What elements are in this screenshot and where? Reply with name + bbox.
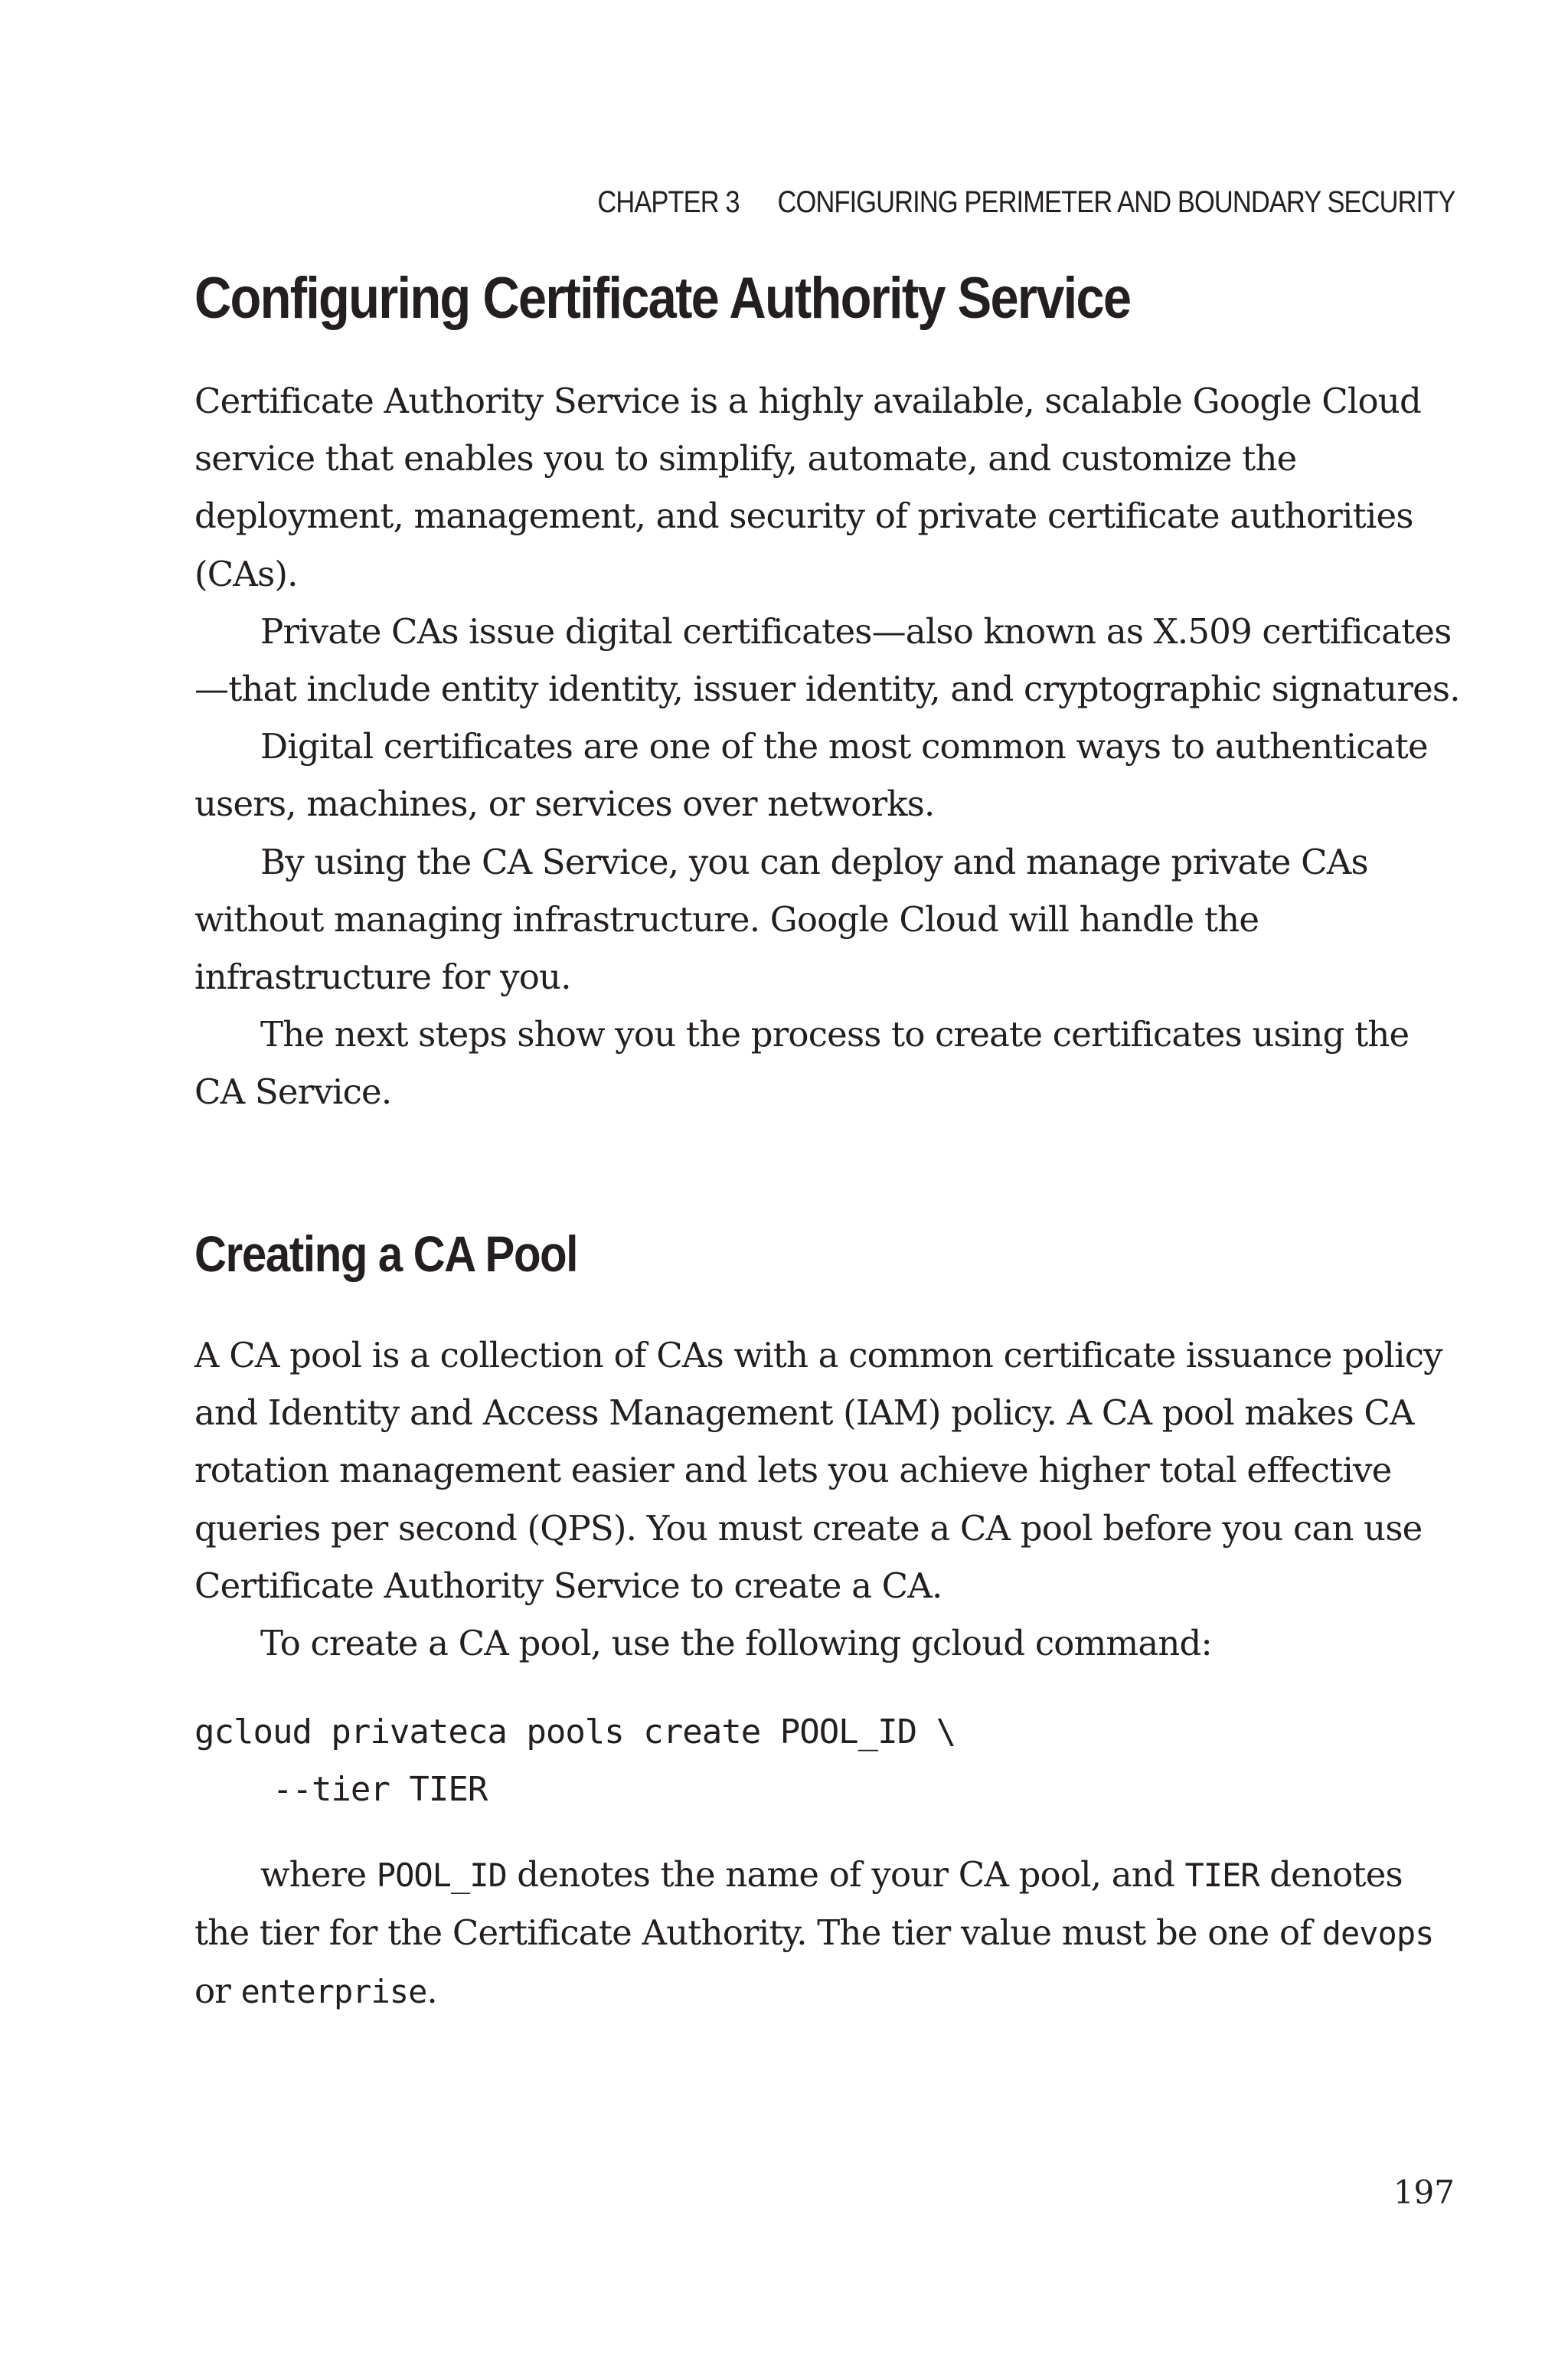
paragraph: Digital certificates are one of the most common ways to authenticate users, machines, or services over networks. — [194, 726, 1428, 825]
inline-code-pool-id: POOL_ID — [376, 1856, 507, 1894]
text-run: where — [260, 1854, 377, 1895]
inline-code-devops: devops — [1321, 1915, 1434, 1953]
paragraph — [194, 1846, 1465, 2021]
running-head — [597, 187, 1455, 218]
paragraph: The next steps show you the process to create certificates using the CA Service. — [194, 1014, 1410, 1113]
paragraph: To create a CA pool, use the following gcloud command: — [260, 1623, 1212, 1664]
paragraph: Certificate Authority Service is a highly available, scalable Google Cloud service that enables you to simplify, automate, and customize the deployment, management, and security of private certificate authorities (CAs). — [194, 381, 1421, 594]
text-run: denotes the tier for the Certificate Authority. The tier value must be one of — [194, 1854, 1403, 1954]
section-heading-ca-pool: Creating a CA Pool — [194, 1225, 578, 1282]
paragraph: A CA pool is a collection of CAs with a common certificate issuance policy and Identity and Access Management (IAM) policy. A CA pool makes CA rotation management easier and lets you achieve higher total effective queries per second (QPS). You must create a CA pool before you can use Certificate Authority Service to create a CA. — [194, 1335, 1442, 1606]
chapter-label: CHAPTER 3 — [596, 185, 740, 219]
section-heading-certificate-authority: Configuring Certificate Authority Service — [194, 266, 1131, 331]
inline-code-enterprise: enterprise — [240, 1973, 427, 2011]
page-number: 197 — [1393, 2174, 1455, 2211]
inline-code-tier: TIER — [1184, 1856, 1259, 1894]
text-run: denotes the name of your CA pool, and — [506, 1854, 1185, 1895]
paragraph: Private CAs issue digital certificates—also known as X.509 certificates—that include entity identity, issuer identity, and cryptographic signatures. — [194, 610, 1460, 710]
section1-body — [194, 372, 1465, 1121]
code-block: gcloud privateca pools create POOL_ID \ --tier TIER — [194, 1712, 956, 1809]
chapter-title: CONFIGURING PERIMETER AND BOUNDARY SECURITY — [777, 185, 1455, 219]
text-run: or — [194, 1971, 241, 2012]
section2-after-code — [194, 1846, 1465, 2021]
section2-body — [194, 1326, 1465, 1672]
text-run: . — [426, 1971, 437, 2012]
paragraph: By using the CA Service, you can deploy and manage private CAs without managing infrastructure. Google Cloud will handle the infrastructure for you. — [194, 841, 1368, 998]
